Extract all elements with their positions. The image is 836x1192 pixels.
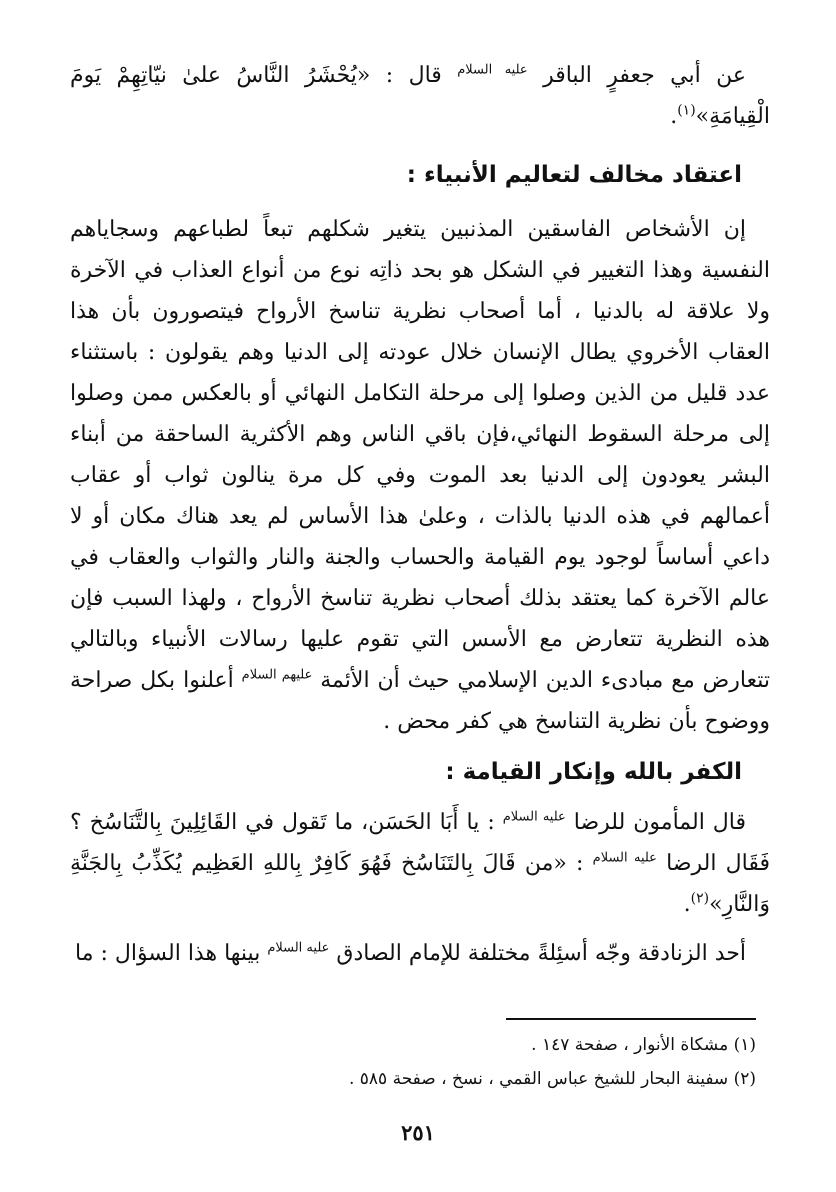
paragraph-zindiq: [70, 933, 770, 974]
footnotes: [56, 1018, 756, 1096]
hadith-quote: يُحْشَرُ النَّاسُ علىٰ نيّاتِهِمْ يَومَ الْقِيامَةِ: [70, 63, 770, 129]
text-run: عن أبي جعفرٍ الباقر: [543, 63, 747, 88]
text-run: »: [709, 892, 723, 917]
honorific-symbol: عليهم السلام: [241, 667, 313, 683]
text-run: قال : «: [356, 63, 442, 88]
text-run: إن الأشخاص الفاسقين المذنبين يتغير شكلهم تبعاً لطباعهم وسجاياهم النفسية وهذا التغيير في الشكل هو بحد ذاتِه نوع من أنواع العذاب في الآخرة ولا علاقة له بالدنيا ، أما أصحاب نظرية تناسخ الأرواح فيتصورون بأن هذا العقاب الأخروي يطال الإنسان خلال عودته إلى الدنيا وهم يقولون : باستثناء عدد قليل من الذين وصلوا إلى مرحلة التكامل النهائي أو بالعكس ممن وصلوا إلى مرحلة السقوط النهائي،فإن باقي الناس وهم الأكثرية الساحقة من أبناء البشر يعودون إلى الدنيا بعد الموت وفي كل مرة ينالون ثواب أو عقاب أعمالهم في هذه الدنيا بالذات ، وعلىٰ هذا الأساس لم يعد هناك مكان أو لا داعي أساساً لوجود يوم القيامة والحساب والجنة والنار والثواب والعقاب في عالم الآخرة كما يعتقد بذلك أصحاب نظرية تناسخ الأرواح ، ولهذا السبب فإن هذه النظرية تتعارض مع الأسس التي تقوم عليها رسالات الأنبياء وبالتالي تتعارض مع مبادىء الدين الإسلامي حيث أن الأئمة: [70, 217, 770, 693]
paragraph-hadith-baqir: [70, 55, 770, 137]
section-heading-2: الكفر بالله وإنكار القيامة :: [445, 759, 742, 785]
honorific-symbol: عليه السلام: [502, 809, 566, 825]
text-run: .: [683, 892, 691, 917]
honorific-symbol: عليه السلام: [592, 850, 657, 866]
footnote-ref-2[interactable]: (٢): [690, 890, 710, 907]
text-run: : «من قَالَ بِالتَنَاسُخ فَهُوَ كَافِرٌ بِاللهِ العَظِيم يُكَذِّبُ بِالجَنَّةِ وَالنَّارِ: [70, 851, 770, 917]
text-run: أعلنوا بكل صراحة ووضوح بأن نظرية التناسخ هي كفر محض .: [70, 668, 770, 734]
footnote-2: (٢) سفينة البحار للشيخ عباس القمي ، نسخ ، صفحة ٥٨٥ .: [348, 1069, 756, 1089]
footnote-separator: [506, 1018, 756, 1020]
text-run: أحد الزنادقة وجّه أسئِلةً مختلفة للإمام الصادق: [336, 941, 746, 966]
page-body: [70, 55, 770, 974]
text-run: »: [695, 104, 710, 129]
page-number: ٢٥١: [401, 1120, 435, 1145]
text-run: .: [670, 104, 678, 129]
paragraph-mamun-rida: [70, 802, 770, 925]
footnote-1: (١) مشكاة الأنوار ، صفحة ١٤٧ .: [531, 1035, 756, 1055]
text-run: بينها هذا السؤال : ما: [75, 941, 261, 966]
honorific-symbol: عليه السلام: [267, 940, 330, 956]
honorific-symbol: عليه السلام: [457, 62, 528, 78]
text-run: قال المأمون للرضا: [573, 810, 746, 835]
section-heading-1: اعتقاد مخالف لتعاليم الأنبياء :: [406, 162, 742, 188]
text-run: : يا أَبَا الحَسَن، ما تَقول في القَائِلِينَ بِالتَّنَاسُخ ؟ فَقَال الرضا: [70, 810, 770, 876]
footnote-ref-1[interactable]: (١): [677, 102, 696, 119]
paragraph-tanasukh: [70, 209, 770, 742]
